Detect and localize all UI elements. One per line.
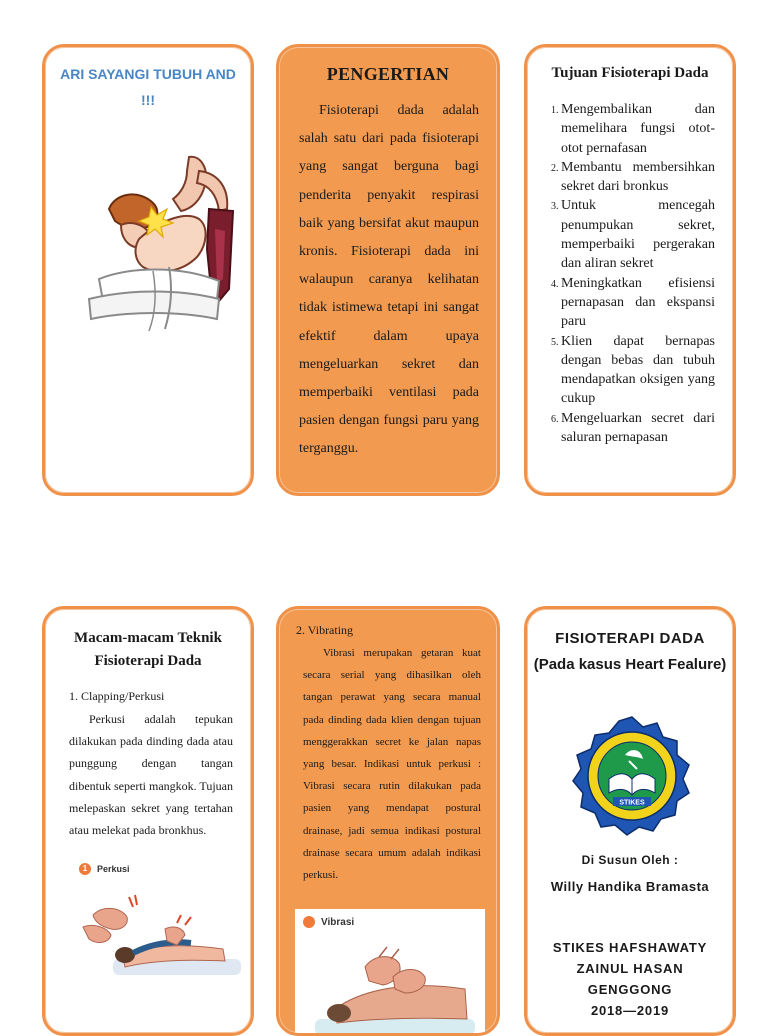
academic-years: 2018—2019 (590, 1003, 670, 1018)
perkusi-label: Perkusi (97, 864, 130, 874)
panel1-title: ARI SAYANGI TUBUH AND !!! (60, 66, 236, 108)
perkusi-badge (79, 863, 130, 875)
figure-number: 1 (79, 863, 91, 875)
pengertian-body: Fisioterapi dada adalah salah satu dari pada fisioterapi yang sangat berguna bagi penderita penyakit respirasi baik yang bersifat akut maupun kronis. Fisioterapi dada ini walaupun caranya kelihatan tidak istimewa tetapi ini sangat efektif dalam upaya mengeluarkan sekret dan memperbaiki ventilasi pada pasien dengan fungsi paru yang terganggu. (299, 103, 479, 457)
list-item: 1. Mengembalikan dan memelihara fungsi otot-otot pernafasan (561, 100, 715, 158)
panel-vibrating (276, 606, 500, 1036)
cover-subtitle: (Pada kasus Heart Fealure) (533, 656, 727, 673)
institution-block (527, 937, 733, 1021)
list-item: 3. Untuk mencegah penumpukan sekret, memperbaiki pergerakan dan aliran sekret (561, 196, 715, 273)
byline: Di Susun Oleh : (581, 853, 679, 867)
vibrating-subheading: 2. Vibrating (296, 623, 354, 637)
orange-dot-icon (303, 916, 315, 928)
author-name: Willy Handika Bramasta (550, 879, 710, 894)
list-item: 2. Membantu membersihkan sekret dari bronkus (561, 158, 715, 197)
cover-title: FISIOTERAPI DADA (555, 630, 705, 647)
list-item: 4. Meningkatkan efisiensi pernapasan dan ekspansi paru (561, 274, 715, 332)
institution-line: GENGGONG (587, 982, 673, 997)
institution-line: STIKES HAFSHAWATY (552, 940, 708, 955)
pengertian-heading: PENGERTIAN (326, 64, 450, 84)
vibrasi-illustration (295, 937, 485, 1036)
perkusi-illustration (73, 887, 243, 997)
tujuan-heading: Tujuan Fisioterapi Dada (551, 65, 709, 81)
panel-tujuan (524, 44, 736, 496)
vibrasi-badge (303, 916, 354, 928)
vibrasi-label: Vibrasi (321, 916, 355, 928)
list-item: 5. Klien dapat bernapas dengan bebas dan tubuh mendapatkan oksigen yang cukup (561, 332, 715, 409)
vibrasi-figure (295, 909, 485, 1036)
teknik-heading: Macam-macam Teknik Fisioterapi Dada (74, 630, 222, 669)
clapping-body: Perkusi adalah tepukan dilakukan pada dinding dada atau punggung dengan tangan dibentuk seperti mangkok. Tujuan melepaskan sekret yang tertahan atau melekat pada bronkhus. (69, 712, 233, 838)
logo-text: STIKES (619, 799, 645, 807)
vibrating-body: Vibrasi merupakan getaran kuat secara serial yang dihasilkan oleh tangan perawat yang secara manual pada dinding dada klien dengan tujuan menggerakkan secret ke jalan napas yang besar. Indikasi untuk perkusi : Vibrasi secara rutin dilakukan pada pasien yang mendapat postural drainase, jadi semua indikasi postural drainase secara umum adalah indikasi perkusi. (303, 647, 481, 882)
clapping-subheading: 1. Clapping/Perkusi (69, 689, 165, 703)
panel-cover-left (42, 44, 254, 496)
panel-teknik (42, 606, 254, 1036)
tujuan-list (527, 100, 715, 447)
list-item: 6. Mengeluarkan secret dari saluran pernapasan (561, 409, 715, 448)
panel-pengertian (276, 44, 500, 496)
massage-illustration (69, 149, 239, 339)
institution-line: ZAINUL HASAN (576, 961, 684, 976)
stikes-logo (569, 713, 695, 839)
perkusi-figure (73, 859, 243, 999)
panel-cover-right (524, 606, 736, 1036)
figure-source-url (73, 986, 233, 990)
